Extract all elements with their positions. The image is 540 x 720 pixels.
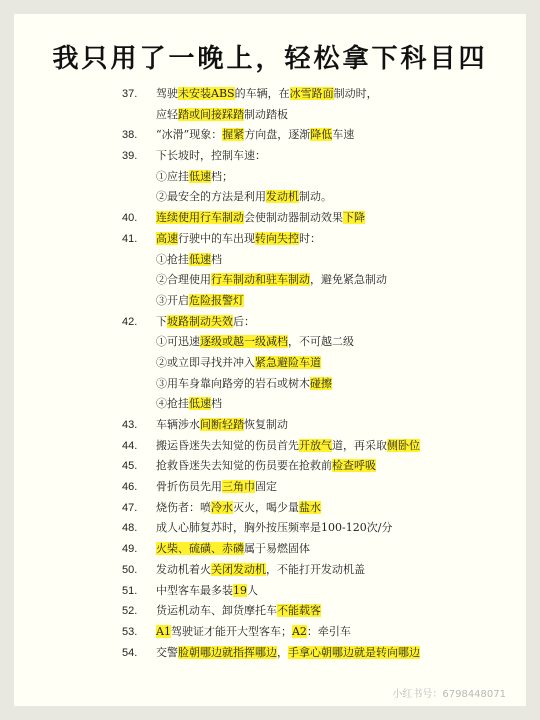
item-number: 54.	[122, 646, 138, 659]
item-text	[156, 84, 522, 105]
list-item	[122, 229, 522, 250]
item-text	[156, 622, 522, 643]
highlighted-text: 发动机	[266, 190, 299, 204]
item-text	[156, 394, 522, 415]
item-text	[156, 167, 522, 188]
list-item	[122, 125, 522, 146]
list-item	[122, 270, 522, 291]
list-item	[122, 105, 522, 126]
highlighted-text: 不能载客	[277, 604, 321, 618]
item-text	[156, 187, 522, 208]
text-segment: 发动机着火	[156, 562, 211, 576]
text-segment: ④抢挂	[156, 397, 189, 411]
item-number: 52.	[122, 605, 138, 618]
text-segment: 车速	[332, 128, 355, 142]
highlighted-text: 坡路制动失效	[167, 314, 233, 328]
item-text	[156, 146, 522, 167]
item-text	[156, 456, 522, 477]
list-item	[122, 353, 522, 374]
highlighted-text: 冰雪路面	[289, 87, 334, 100]
list-item	[122, 539, 522, 560]
list-item	[122, 332, 522, 353]
list-item	[122, 208, 522, 229]
item-text	[156, 518, 522, 539]
text-segment: ，	[277, 645, 288, 659]
list-item	[122, 84, 522, 105]
text-segment: 灭火，喝少量	[233, 500, 299, 514]
list-item	[122, 581, 522, 602]
highlighted-text: 脸朝哪边就指挥哪边	[178, 645, 277, 659]
list-item	[122, 477, 522, 498]
item-text	[156, 374, 522, 395]
text-segment: 制动踏板	[244, 107, 288, 121]
text-segment: “冰滑”现象：	[156, 128, 223, 142]
list-item	[122, 498, 522, 519]
text-segment: 后：	[233, 314, 255, 328]
item-text	[156, 270, 522, 291]
text-segment: 骨折伤员先用	[156, 480, 222, 494]
item-number: 42.	[122, 315, 138, 328]
text-segment: 方向盘，逐渐	[244, 128, 311, 142]
item-number: 37.	[122, 88, 138, 100]
text-segment: ①抢挂	[156, 252, 189, 266]
text-segment: ：牵引车	[306, 624, 351, 638]
highlighted-text: A1	[156, 624, 171, 638]
text-segment: 交警	[156, 645, 178, 659]
item-number: 45.	[122, 460, 138, 473]
text-segment: 烧伤者：喷	[156, 500, 211, 514]
text-segment: 成人心肺复苏时，胸外按压频率是100-120次/分	[156, 521, 393, 535]
list-item	[122, 415, 522, 436]
list-item	[122, 518, 522, 539]
item-text	[156, 250, 522, 271]
list-item	[122, 643, 522, 664]
page-title: 我只用了一晚上，轻松拿下科目四	[52, 44, 488, 74]
study-notes-list	[122, 84, 522, 663]
text-segment: ③用车身靠向路旁的岩石或树木	[156, 376, 310, 390]
text-segment: 道，再采取	[332, 438, 387, 452]
highlighted-text: 盐水	[299, 500, 321, 514]
text-segment: 档	[211, 397, 222, 411]
text-segment: 下	[156, 314, 167, 328]
text-segment: ③开启	[156, 293, 189, 307]
highlighted-text: 手拿心朝哪边就是转向哪边	[288, 645, 420, 659]
text-segment: 行驶中的车出现	[178, 231, 255, 245]
text-segment: ①应挂	[156, 169, 189, 183]
text-segment: 车辆涉水	[156, 418, 200, 431]
item-text	[156, 332, 522, 353]
text-segment: 制动。	[299, 190, 332, 204]
item-text	[156, 539, 522, 560]
item-text	[156, 208, 522, 229]
text-segment: 货运机动车、卸货摩托车	[156, 604, 277, 618]
item-number: 46.	[122, 481, 138, 494]
highlighted-text: 危险报警灯	[189, 293, 244, 307]
list-item	[122, 167, 522, 188]
text-segment: 固定	[255, 480, 277, 494]
list-item	[122, 601, 522, 622]
highlighted-text: 握紧	[222, 128, 245, 142]
text-segment: ②或立即寻找并冲入	[156, 355, 255, 369]
highlighted-text: 检查呼吸	[332, 459, 376, 473]
highlighted-text: 开放气	[299, 438, 332, 452]
item-number: 47.	[122, 501, 138, 514]
text-segment: 应轻	[156, 107, 178, 121]
text-segment: 档；	[211, 169, 233, 183]
item-text	[156, 477, 522, 498]
text-segment: 制动时，	[333, 87, 378, 100]
item-number: 50.	[122, 563, 138, 576]
item-number: 38.	[122, 129, 138, 142]
item-number: 43.	[122, 419, 138, 431]
item-number: 41.	[122, 232, 138, 245]
item-number: 39.	[122, 150, 138, 163]
highlighted-text: 三角巾	[222, 480, 255, 494]
list-item	[122, 436, 522, 457]
item-text	[156, 560, 522, 581]
item-number: 51.	[122, 584, 138, 597]
text-segment: 人	[247, 583, 258, 597]
text-segment: 下长坡时，控制车速：	[156, 149, 266, 163]
highlighted-text: 火柴、硫磺、赤磷	[156, 542, 244, 556]
item-text	[156, 353, 522, 374]
item-text	[156, 105, 522, 126]
highlighted-text: 紧急避险车道	[255, 355, 321, 369]
item-text	[156, 601, 522, 622]
text-segment: 中型客车最多装	[156, 583, 233, 597]
text-segment: 驾驶	[156, 87, 178, 100]
text-segment: 抢救昏迷失去知觉的伤员要在抢救前	[156, 459, 332, 473]
text-segment: ，不能打开发动机盖	[266, 562, 365, 576]
text-segment: 属于易燃固体	[244, 542, 310, 556]
list-item	[122, 622, 522, 643]
highlighted-text: 冷水	[211, 500, 233, 514]
highlighted-text: 间断轻踏	[200, 418, 244, 431]
text-segment: ②合理使用	[156, 273, 211, 287]
list-item	[122, 146, 522, 167]
item-number: 49.	[122, 543, 138, 556]
item-text	[156, 415, 522, 436]
list-item	[122, 291, 522, 312]
text-segment: 恢复制动	[244, 418, 288, 431]
highlighted-text: A2	[291, 624, 307, 638]
text-segment: ，避免紧急制动	[310, 273, 387, 287]
list-item	[122, 312, 522, 333]
text-segment: 档	[211, 252, 222, 266]
list-item	[122, 250, 522, 271]
highlighted-text: 碰擦	[310, 376, 332, 390]
text-segment: 时：	[299, 231, 321, 245]
list-item	[122, 394, 522, 415]
list-item	[122, 560, 522, 581]
item-number: 40.	[122, 212, 138, 225]
list-item	[122, 374, 522, 395]
highlighted-text: 下降	[343, 211, 365, 225]
text-segment: ，不可越二级	[288, 335, 354, 349]
highlighted-text: 低速	[189, 397, 211, 411]
text-segment: 搬运昏迷失去知觉的伤员首先	[156, 438, 299, 452]
text-segment: ①可迅速	[156, 335, 200, 349]
list-item	[122, 456, 522, 477]
item-text	[156, 125, 522, 146]
item-number: 48.	[122, 522, 138, 535]
text-segment: 会使制动器制动效果	[244, 211, 343, 225]
highlighted-text: 逐级或越一级减档	[200, 335, 288, 349]
highlighted-text: 行车制动和驻车制动	[211, 273, 310, 287]
item-text	[156, 312, 522, 333]
text-segment: ②最安全的方法是利用	[156, 190, 266, 204]
highlighted-text: 低速	[189, 169, 211, 183]
text-segment: 驾驶证才能开大型客车；	[170, 624, 292, 638]
watermark: 小红书号：6798448071	[392, 689, 506, 700]
highlighted-text: 降低	[310, 128, 333, 142]
highlighted-text: 转向失控	[255, 231, 299, 245]
highlighted-text: 踏或间接踩踏	[178, 107, 244, 121]
highlighted-text: 未安装ABS	[178, 87, 235, 100]
item-text	[156, 498, 522, 519]
item-text	[156, 581, 522, 602]
highlighted-text: 低速	[189, 252, 211, 266]
highlighted-text: 连续使用行车制动	[156, 211, 244, 225]
item-text	[156, 229, 522, 250]
highlighted-text: 侧卧位	[387, 438, 420, 452]
item-number: 53.	[122, 625, 138, 638]
list-item	[122, 187, 522, 208]
highlighted-text: 高速	[156, 231, 178, 245]
item-text	[156, 436, 522, 457]
document-page	[14, 14, 526, 706]
text-segment: 的车辆，在	[234, 87, 290, 100]
highlighted-text: 关闭发动机	[211, 562, 266, 576]
item-number: 44.	[122, 439, 138, 452]
item-text	[156, 291, 522, 312]
highlighted-text: 19	[233, 583, 247, 597]
item-text	[156, 643, 522, 664]
